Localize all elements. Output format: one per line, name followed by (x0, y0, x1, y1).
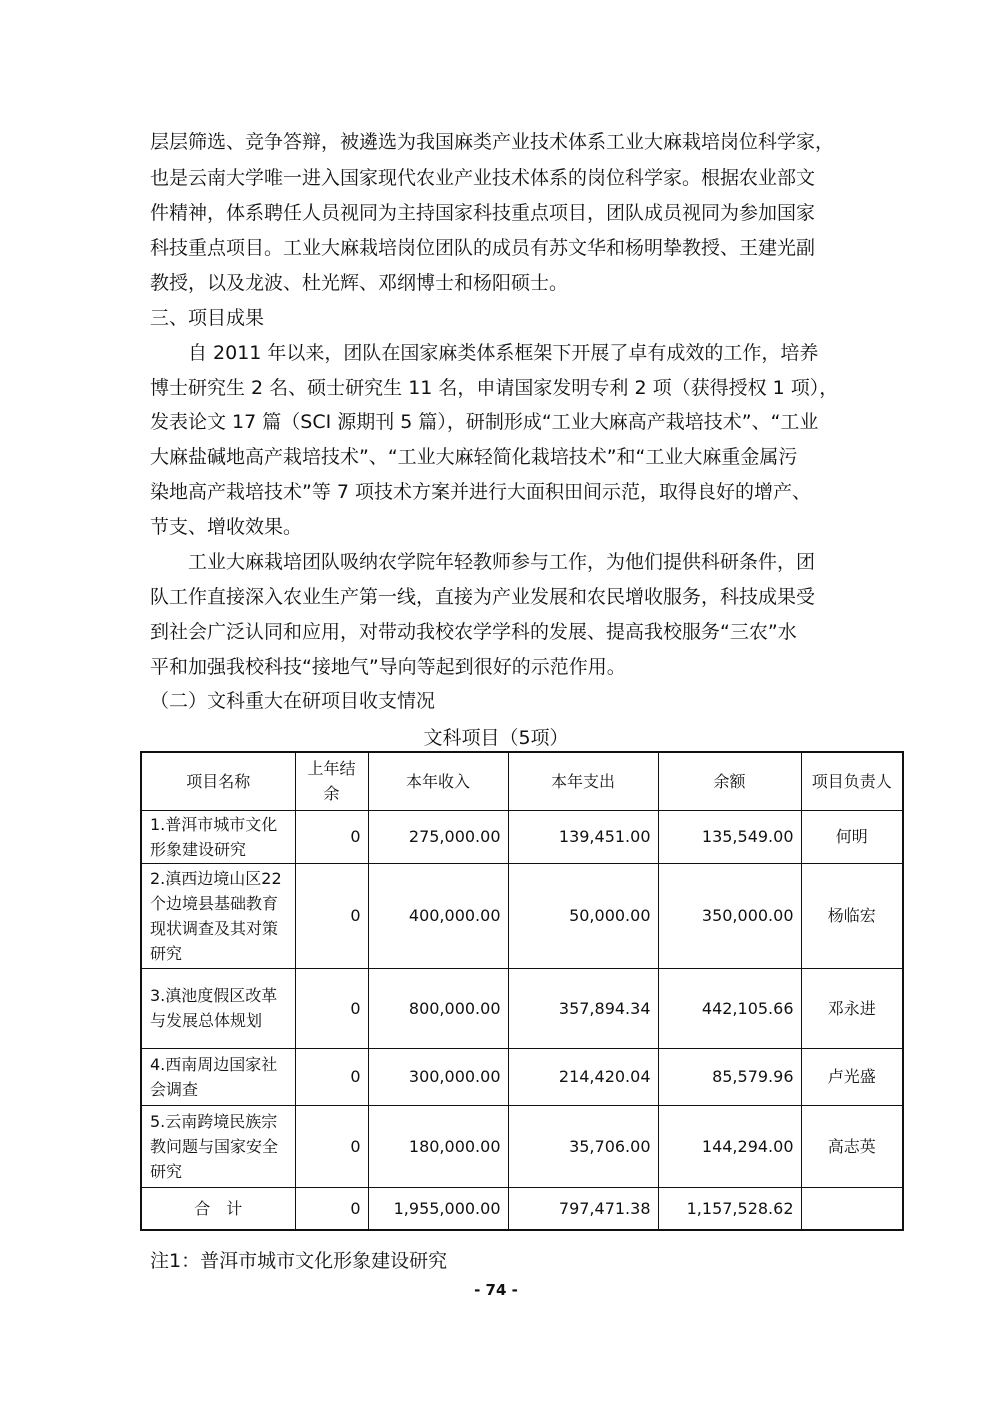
cell-income: 400,000.00 (368, 863, 508, 968)
body-line: 科技重点项目。工业大麻栽培岗位团队的成员有苏文华和杨明挚教授、王建光副 (150, 237, 816, 259)
cell-balance: 350,000.00 (658, 863, 801, 968)
page-number: - 74 - (474, 1281, 518, 1299)
cell-project-name: 5.云南跨境民族宗教问题与国家安全研究 (141, 1105, 295, 1187)
cell-expense: 214,420.04 (508, 1048, 658, 1105)
header-project-name: 项目名称 (141, 752, 295, 810)
body-line: 发表论文 17 篇（SCI 源期刊 5 篇），研制形成“工业大麻高产栽培技术”、“工业 (150, 411, 819, 433)
subsection-heading: （二）文科重大在研项目收支情况 (150, 690, 436, 712)
total-row (141, 1187, 903, 1230)
header-expense: 本年支出 (508, 752, 658, 810)
cell-expense: 35,706.00 (508, 1105, 658, 1187)
cell-prev-balance: 0 (295, 1105, 368, 1187)
cell-owner: 邓永进 (801, 968, 903, 1048)
cell-project-name: 2.滇西边境山区22个边境县基础教育现状调查及其对策研究 (141, 863, 295, 968)
cell-prev-balance: 0 (295, 1048, 368, 1105)
body-line: 节支、增收效果。 (150, 516, 303, 538)
cell-prev-balance: 0 (295, 863, 368, 968)
footnote: 注1：普洱市城市文化形象建设研究 (150, 1250, 448, 1272)
body-line: 队工作直接深入农业生产第一线，直接为产业发展和农民增收服务，科技成果受 (150, 586, 816, 608)
header-owner: 项目负责人 (801, 752, 903, 810)
total-expense: 797,471.38 (508, 1187, 658, 1230)
total-prev-balance: 0 (295, 1187, 368, 1230)
cell-balance: 85,579.96 (658, 1048, 801, 1105)
body-line: 平和加强我校科技“接地气”导向等起到很好的示范作用。 (150, 656, 626, 678)
cell-expense: 50,000.00 (508, 863, 658, 968)
table-row (141, 968, 903, 1048)
cell-project-name: 1.普洱市城市文化形象建设研究 (141, 810, 295, 863)
body-line: 教授，以及龙波、杜光辉、邓纲博士和杨阳硕士。 (150, 272, 569, 294)
total-balance: 1,157,528.62 (658, 1187, 801, 1230)
section-heading: 三、项目成果 (150, 307, 265, 329)
cell-balance: 135,549.00 (658, 810, 801, 863)
cell-balance: 144,294.00 (658, 1105, 801, 1187)
cell-income: 275,000.00 (368, 810, 508, 863)
cell-balance: 442,105.66 (658, 968, 801, 1048)
body-line: 件精神，体系聘任人员视同为主持国家科技重点项目，团队成员视同为参加国家 (150, 202, 816, 224)
cell-expense: 139,451.00 (508, 810, 658, 863)
body-line: 工业大麻栽培团队吸纳农学院年轻教师参与工作，为他们提供科研条件，团 (150, 551, 816, 573)
body-line: 到社会广泛认同和应用，对带动我校农学学科的发展、提高我校服务“三农”水 (150, 621, 797, 643)
cell-income: 800,000.00 (368, 968, 508, 1048)
table-caption: 文科项目（5项） (423, 727, 569, 749)
cell-prev-balance: 0 (295, 968, 368, 1048)
cell-prev-balance: 0 (295, 810, 368, 863)
header-income: 本年收入 (368, 752, 508, 810)
total-owner (801, 1187, 903, 1230)
cell-owner: 卢光盛 (801, 1048, 903, 1105)
table-row (141, 810, 903, 863)
body-line: 染地高产栽培技术”等 7 项技术方案并进行大面积田间示范，取得良好的增产、 (150, 481, 812, 503)
total-income: 1,955,000.00 (368, 1187, 508, 1230)
table-row (141, 1105, 903, 1187)
total-label: 合 计 (141, 1187, 295, 1230)
cell-project-name: 3.滇池度假区改革与发展总体规划 (141, 968, 295, 1048)
cell-owner: 杨临宏 (801, 863, 903, 968)
header-balance: 余额 (658, 752, 801, 810)
cell-income: 300,000.00 (368, 1048, 508, 1105)
table-row (141, 1048, 903, 1105)
finance-table (140, 751, 904, 1231)
body-line: 也是云南大学唯一进入国家现代农业产业技术体系的岗位科学家。根据农业部文 (150, 167, 816, 189)
cell-expense: 357,894.34 (508, 968, 658, 1048)
body-line: 层层筛选、竞争答辩，被遴选为我国麻类产业技术体系工业大麻栽培岗位科学家， (150, 131, 835, 153)
header-prev-balance: 上年结余 (295, 752, 368, 810)
cell-project-name: 4.西南周边国家社会调查 (141, 1048, 295, 1105)
table-row (141, 863, 903, 968)
cell-owner: 高志英 (801, 1105, 903, 1187)
body-line: 自 2011 年以来，团队在国家麻类体系框架下开展了卓有成效的工作，培养 (150, 342, 819, 364)
body-line: 博士研究生 2 名、硕士研究生 11 名，申请国家发明专利 2 项（获得授权 1 项）， (150, 377, 839, 399)
cell-income: 180,000.00 (368, 1105, 508, 1187)
body-line: 大麻盐碱地高产栽培技术”、“工业大麻轻简化栽培技术”和“工业大麻重金属污 (150, 446, 798, 468)
cell-owner: 何明 (801, 810, 903, 863)
